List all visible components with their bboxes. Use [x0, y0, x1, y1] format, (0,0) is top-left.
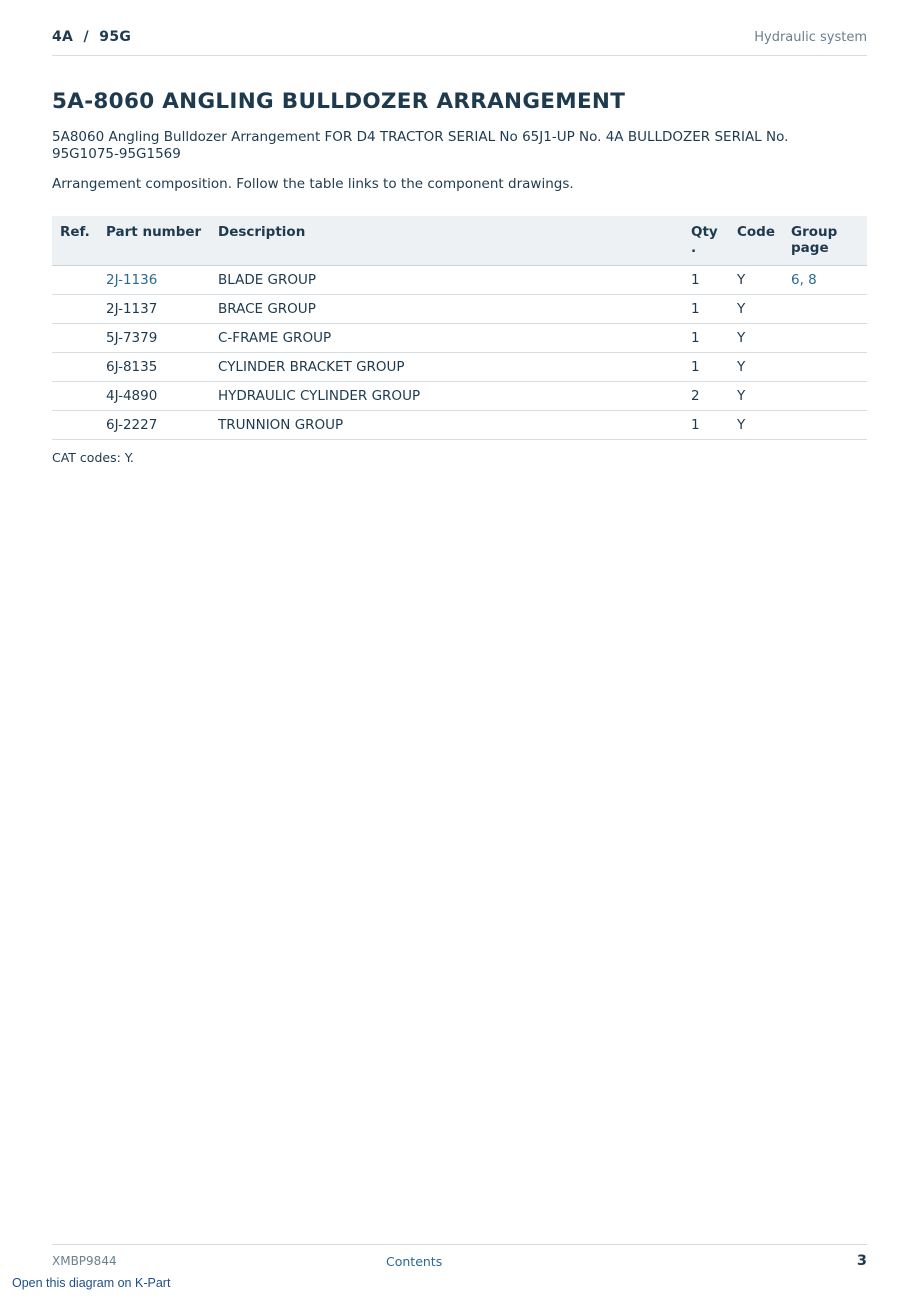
cell-qty: 1	[683, 411, 729, 440]
cell-ref	[52, 324, 98, 353]
group-page-link[interactable]: 6, 8	[783, 266, 867, 295]
table-row	[52, 353, 867, 382]
header-qty: Qty .	[683, 216, 729, 266]
cell-qty: 1	[683, 353, 729, 382]
document-code: XMBP9844	[52, 1254, 117, 1268]
cell-ref	[52, 411, 98, 440]
cell-part-number: 6J-8135	[98, 353, 210, 382]
cell-description: C-FRAME GROUP	[210, 324, 683, 353]
header-group-page: Group page	[783, 216, 867, 266]
cell-qty: 1	[683, 324, 729, 353]
cell-qty: 1	[683, 266, 729, 295]
table-row	[52, 324, 867, 353]
breadcrumb: 4A / 95G	[52, 29, 132, 45]
cell-code: Y	[729, 324, 783, 353]
cell-code: Y	[729, 411, 783, 440]
document-page	[52, 0, 867, 1300]
intro-text: Arrangement composition. Follow the table links to the component drawings.	[52, 176, 574, 192]
cat-codes-note: CAT codes: Y.	[52, 450, 134, 465]
cell-code: Y	[729, 295, 783, 324]
table-header-row	[52, 216, 867, 266]
page-footer	[52, 1244, 867, 1275]
section-name: Hydraulic system	[754, 30, 867, 45]
table-row	[52, 382, 867, 411]
cell-ref	[52, 382, 98, 411]
cell-group-page	[783, 295, 867, 324]
cell-code: Y	[729, 266, 783, 295]
cell-group-page	[783, 382, 867, 411]
cell-description: BLADE GROUP	[210, 266, 683, 295]
cell-description: BRACE GROUP	[210, 295, 683, 324]
cell-description: TRUNNION GROUP	[210, 411, 683, 440]
part-number-link[interactable]: 2J-1136	[98, 266, 210, 295]
cell-description: HYDRAULIC CYLINDER GROUP	[210, 382, 683, 411]
arrangement-description: 5A8060 Angling Bulldozer Arrangement FOR D4 TRACTOR SERIAL No 65J1-UP No. 4A BULLDOZER SERIAL No. 95G1075-95G1569	[52, 129, 789, 162]
table-row	[52, 266, 867, 295]
contents-link[interactable]: Contents	[386, 1254, 443, 1269]
table-row	[52, 295, 867, 324]
cell-qty: 2	[683, 382, 729, 411]
header-code: Code	[729, 216, 783, 266]
open-kpart-link[interactable]: Open this diagram on K-Part	[12, 1276, 171, 1290]
page-header	[52, 28, 867, 56]
cell-ref	[52, 295, 98, 324]
cell-part-number: 6J-2227	[98, 411, 210, 440]
table-row	[52, 411, 867, 440]
header-part-number: Part number	[98, 216, 210, 266]
page-number: 3	[856, 1253, 867, 1269]
cell-part-number: 2J-1137	[98, 295, 210, 324]
cell-ref	[52, 353, 98, 382]
header-description: Description	[210, 216, 683, 266]
parts-table	[52, 216, 867, 440]
cell-qty: 1	[683, 295, 729, 324]
cell-part-number: 5J-7379	[98, 324, 210, 353]
header-ref: Ref.	[52, 216, 98, 266]
cell-ref	[52, 266, 98, 295]
cell-code: Y	[729, 353, 783, 382]
cell-part-number: 4J-4890	[98, 382, 210, 411]
cell-code: Y	[729, 382, 783, 411]
cell-group-page	[783, 411, 867, 440]
cell-group-page	[783, 324, 867, 353]
cell-group-page	[783, 353, 867, 382]
cell-description: CYLINDER BRACKET GROUP	[210, 353, 683, 382]
page-title: 5A-8060 ANGLING BULLDOZER ARRANGEMENT	[52, 89, 626, 114]
